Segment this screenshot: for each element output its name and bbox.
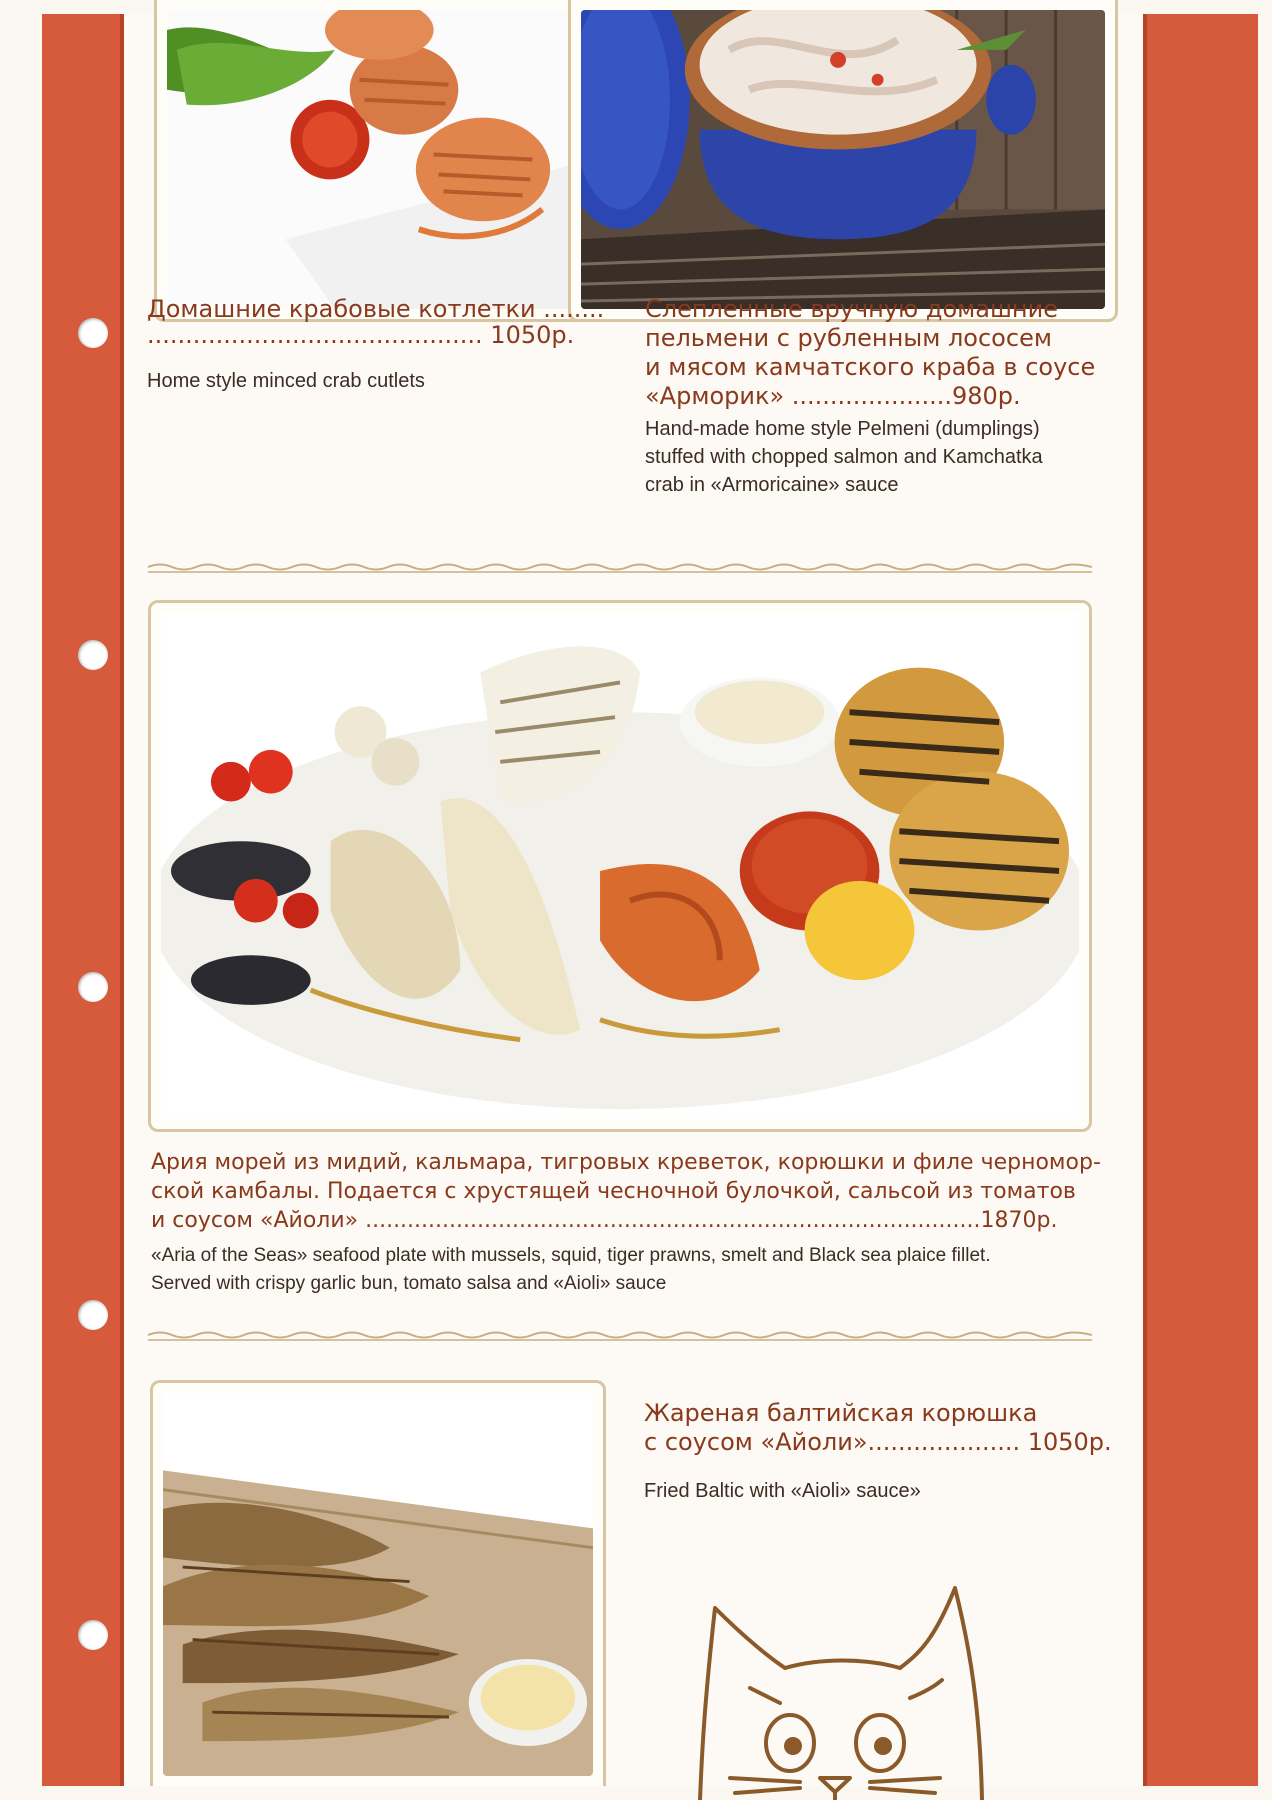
pelmeni-description-line-1: Hand-made home style Pelmeni (dumplings) xyxy=(645,418,1040,440)
wavy-divider xyxy=(148,562,1092,576)
binder-hole xyxy=(78,1620,108,1650)
seafood-plate-photo xyxy=(148,600,1092,1132)
cat-illustration xyxy=(690,1568,1010,1800)
fried-smelt-photo xyxy=(150,1380,606,1786)
crab-cutlets-description: Home style minced crab cutlets xyxy=(147,370,425,392)
smelt-title-line-1: Жареная балтийская корюшка xyxy=(644,1399,1038,1427)
menu-content xyxy=(124,14,1143,1786)
pelmeni-title-line-3: и мясом камчатского краба в соусе xyxy=(645,353,1096,381)
seafood-description-line-2: Served with crispy garlic bun, tomato salsa and «Aioli» sauce xyxy=(151,1273,667,1294)
pelmeni-description-line-2: stuffed with chopped salmon and Kamchatka xyxy=(645,446,1043,468)
pelmeni-description-line-3: crab in «Armoricaine» sauce xyxy=(645,474,899,496)
seafood-title-line-1: Ария морей из мидий, кальмара, тигровых креветок, корюшки и филе черномор- xyxy=(151,1150,1101,1175)
seafood-description-line-1: «Aria of the Seas» seafood plate with mussels, squid, tiger prawns, smelt and Black sea plaice fillet. xyxy=(151,1245,991,1266)
crab-cutlets-title-line-1: Домашние крабовые котлетки ........ xyxy=(147,295,605,323)
pelmeni-pot-photo xyxy=(568,0,1118,322)
pelmeni-title-line-1: Слепленные вручную домашние xyxy=(645,295,1058,323)
crab-cutlets-title-line-2: ............................................ 1050р. xyxy=(147,321,575,349)
pelmeni-title-line-4: «Арморик» .....................980р. xyxy=(645,382,1021,410)
left-red-band xyxy=(42,14,124,1786)
smelt-description: Fried Baltic with «Aioli» sauce» xyxy=(644,1480,921,1502)
wavy-divider xyxy=(148,1330,1092,1344)
binder-hole xyxy=(78,972,108,1002)
smelt-title-line-2: с соусом «Айоли».................... 1050р. xyxy=(644,1428,1112,1456)
binder-hole xyxy=(78,640,108,670)
seafood-title-line-2: ской камбалы. Подается с хрустящей чесночной булочкой, сальсой из томатов xyxy=(151,1179,1076,1204)
seafood-title-line-3: и соусом «Айоли» ........................................................................................1870р. xyxy=(151,1208,1058,1233)
pelmeni-title-line-2: пельмени с рубленным лососем xyxy=(645,324,1052,352)
binder-hole xyxy=(78,1300,108,1330)
binder-hole xyxy=(78,318,108,348)
right-red-band xyxy=(1143,14,1258,1786)
